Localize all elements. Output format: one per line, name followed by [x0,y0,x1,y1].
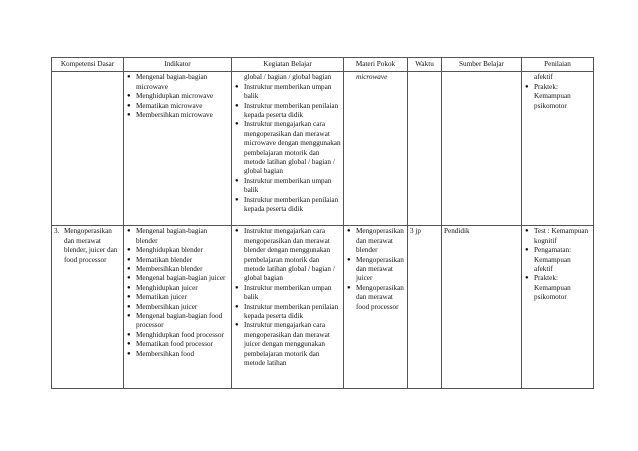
list-item: ● Mematikan juicer [126,293,229,302]
list-item: ● Mengoperasikan dan merawat food processor [346,284,405,312]
cell-kompetensi [52,226,124,389]
list-item: ● Mematikan blender [126,256,229,265]
list-item: ● Instruktur memberikan umpan balik [234,83,341,102]
list-item: ● Mengenal bagian-bagian juicer [126,274,229,283]
indikator-list [126,73,229,120]
list-item: ● Instruktur mengajarkan cara mengoperasikan dan merawat microwave dengan menggunakan pembelajaran motorik dan metode latihan global / bagian / global bagian [234,120,341,176]
list-item: ● Mengoperasikan dan merawat juicer [346,256,405,284]
cell-indikator [124,72,232,226]
list-item: ● Mengenal bagian-bagian blender [126,227,229,246]
list-item: ● Membersihkan blender [126,265,229,274]
list-item: ● Mematikan food processor [126,340,229,349]
cell-indikator [124,226,232,389]
list-item: ● Membersihkan microwave [126,111,229,120]
list-item: ● Menghidupkan microwave [126,92,229,101]
list-item: ● Test : Kemampuan kognitif [524,227,591,246]
cell-sumber: Pendidik [442,226,522,389]
cell-waktu: 3 jp [408,226,442,389]
cell-materi [344,72,408,226]
cell-sumber [442,72,522,226]
penilaian-list [524,83,591,111]
materi-continuation: microwave [356,73,388,82]
table-row [52,72,594,226]
cell-waktu [408,72,442,226]
kompetensi-number: 3. [54,227,60,236]
cell-penilaian [522,72,594,226]
list-item: ● Mengenal bagian-bagian food processor [126,312,229,331]
list-item: ● Mematikan microwave [126,102,229,111]
kegiatan-continuation: global / bagian / global bagian [244,73,332,82]
list-item: ● Instruktur memberikan umpan balik [234,177,341,196]
cell-kompetensi [52,72,124,226]
header-waktu: Waktu [408,58,442,72]
list-item: ● Mengenal bagian-bagian microwave [126,73,229,92]
kegiatan-list [234,227,341,368]
list-item: ● Instruktur mengajarkan cara mengoperasikan dan merawat blender dengan menggunakan pembelajaran motorik dan metode latihan global / bagian / global bagian [234,227,341,283]
list-item: ● Mengoperasikan dan merawat blender [346,227,405,255]
list-item: ● Instruktur memberikan penilaian kepada peserta didik [234,102,341,121]
list-item: ● Instruktur memberikan umpan balik [234,284,341,303]
cell-materi [344,226,408,389]
cell-kegiatan [232,226,344,389]
list-item: ● Pengamatan: Kemampuan afektif [524,246,591,274]
header-indikator: Indikator [124,58,232,72]
kompetensi-text: Mengoperasikan dan merawat blender, juicer dan food processor [64,227,118,264]
kegiatan-list [234,83,341,215]
list-item: ● Membersihkan food [126,350,229,359]
list-item: ● Menghidupkan juicer [126,284,229,293]
header-kompetensi-dasar: Kompetensi Dasar [52,58,124,72]
list-item: ● Menghidupkan food processor [126,331,229,340]
list-item: ● Instruktur memberikan penilaian kepada peserta didik [234,303,341,322]
syllabus-table [51,57,594,389]
table-row [52,226,594,389]
list-item: ● Membersihkan juicer [126,303,229,312]
list-item: ● Praktek: Kemampuan psikomotor [524,83,591,111]
list-item: ● Praktek: Kemampuan psikomotor [524,274,591,302]
materi-list [346,227,405,312]
penilaian-continuation: afektif [534,73,553,82]
penilaian-list [524,227,591,302]
header-kegiatan-belajar: Kegiatan Belajar [232,58,344,72]
list-item: ● Menghidupkan blender [126,246,229,255]
cell-penilaian [522,226,594,389]
header-materi-pokok: Materi Pokok [344,58,408,72]
list-item: ● Instruktur mengajarkan cara mengoperasikan dan merawat juicer dengan menggunakan pembelajaran motorik dan metode latihan [234,321,341,368]
indikator-list [126,227,229,359]
list-item: ● Instruktur memberikan penilaian kepada peserta didik [234,196,341,215]
header-penilaian: Penilaian [522,58,594,72]
cell-kegiatan [232,72,344,226]
header-row [52,58,594,72]
header-sumber-belajar: Sumber Belajar [442,58,522,72]
